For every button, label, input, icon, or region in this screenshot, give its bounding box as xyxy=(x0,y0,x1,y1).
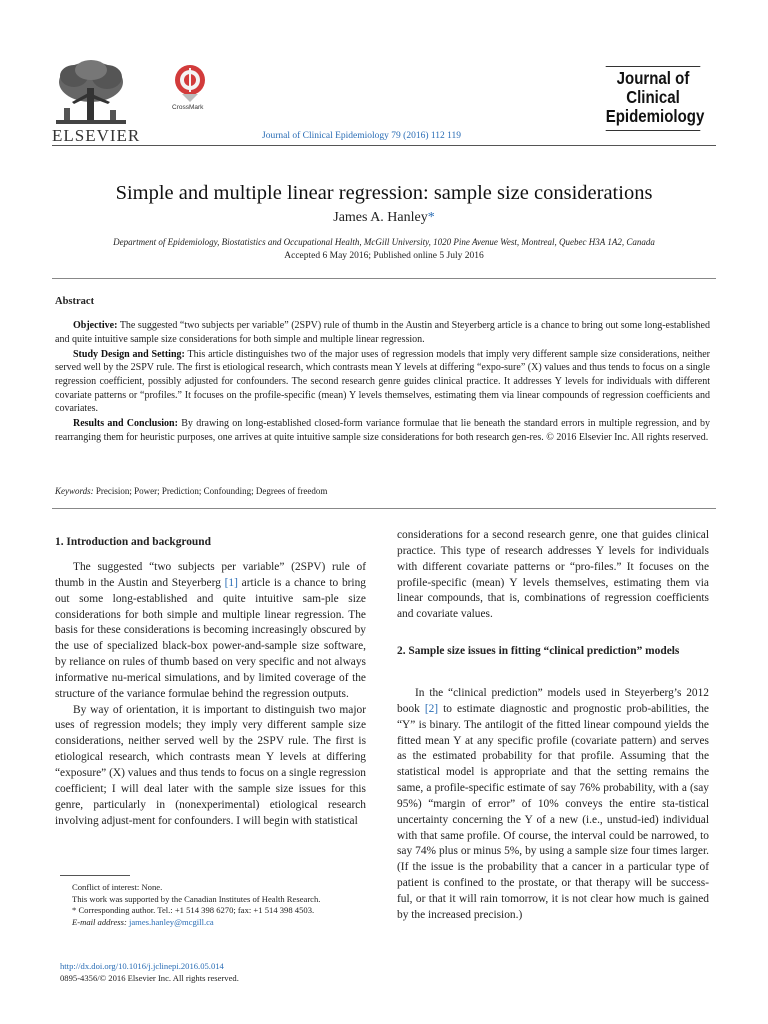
footnote-email xyxy=(60,917,365,929)
article-title: Simple and multiple linear regression: sample size considerations xyxy=(115,182,653,204)
section-1-heading: 1. Introduction and background xyxy=(55,536,211,548)
results-label: Results and Conclusion: xyxy=(73,418,178,430)
reference-link[interactable]: [1] xyxy=(224,576,238,589)
keywords-label: Keywords: xyxy=(55,486,94,496)
design-label: Study Design and Setting: xyxy=(73,348,185,360)
crossmark-icon[interactable] xyxy=(174,64,206,104)
section-1-continuation: considerations for a second research genre, one that guides clinical practice. This type of research addresses Y levels for individuals with different covariate patterns or “pro-files.” It focuses on the profile-specific (mean) Y levels themselves, estimating them via linear compounds, that is, combinations of regression coefficients and covariate values. xyxy=(397,529,709,621)
journal-citation[interactable]: Journal of Clinical Epidemiology 79 (2016) 112 119 xyxy=(262,131,462,141)
author-line xyxy=(52,210,716,226)
footnote-divider xyxy=(60,875,130,876)
reference-link[interactable]: [2] xyxy=(424,702,439,715)
abstract-design xyxy=(55,348,710,416)
section-1-paragraph xyxy=(55,560,366,703)
left-column xyxy=(55,560,366,829)
abstract-heading: Abstract xyxy=(55,296,95,307)
footnote-funding: This work was supported by the Canadian Institutes of Health Research. xyxy=(72,893,321,904)
journal-logo-line: Epidemiology xyxy=(605,106,705,126)
right-column-top xyxy=(397,528,709,623)
keywords-text: Precision; Power; Prediction; Confounding; Degrees of freedom xyxy=(95,486,328,496)
results-text: By drawing on long-established closed-form variance formulae that lie beneath the standard errors in multiple regression, and by rearranging them for heuristic purposes, one arrives at quite intuitive sample size considerations for both research gen-res. © 2016 Elsevier Inc. All rights reserved. xyxy=(55,418,711,443)
elsevier-tree-logo xyxy=(52,58,130,128)
doi-link[interactable]: http://dx.doi.org/10.1016/j.jclinepi.2016.05.014 xyxy=(60,961,224,971)
email-link[interactable]: james.hanley@mcgill.ca xyxy=(128,917,214,928)
affiliation: Department of Epidemiology, Biostatistics and Occupational Health, McGill University, 1020 Pine Avenue West, Montreal, Quebec H3A 1A2, Canada xyxy=(113,237,655,247)
journal-logo xyxy=(605,66,705,131)
publisher-name: ELSEVIER xyxy=(52,126,141,145)
email-label: E-mail address: xyxy=(72,917,127,928)
doi-block xyxy=(60,960,239,984)
footnote-conflict: Conflict of interest: None. xyxy=(72,882,163,892)
journal-logo-line: Clinical xyxy=(626,87,680,107)
section-1-paragraph: By way of orientation, it is important to distinguish two major uses of regression models; they imply very different sample size considerations, neither served well by the 2SPV rule. The first is etiological research, which contrasts mean Y levels at differing “exposure” (X) values and thus tends to focus on a single regression coefficient; I will deal later with the sample size issues for this genre, particularly in (nonexperimental) etiological research involving adjust-ment for confounders. I will begin with statistical xyxy=(55,703,366,827)
keywords xyxy=(55,486,327,496)
abstract-objective xyxy=(55,319,710,346)
objective-text: The suggested “two subjects per variable” (2SPV) rule of thumb in the Austin and Steyerberg article is a chance to bring out some long-established and quite intuitive sample size considerations for both simple and multiple linear regression. xyxy=(55,320,710,345)
paragraph-text: article is a chance to bring out some long-established and quite intuitive sam-ple size considerations for both simple and multiple linear regression. The basis for these considerations is becoming increasingly obscured by the use of specialized black-box power-and-sample size software, by reliance on rules of thumb based on very specific and not always informative nu-merical simulations, and by limited coverage of the structure of the variance formulae behind the regression outputs. xyxy=(55,576,366,700)
footnote-corresponding: * Corresponding author. Tel.: +1 514 398 6270; fax: +1 514 398 4503. xyxy=(72,905,315,916)
abstract-body xyxy=(55,319,710,446)
article-dates: Accepted 6 May 2016; Published online 5 July 2016 xyxy=(284,251,484,261)
abstract-divider xyxy=(52,508,716,509)
corresponding-author-mark[interactable]: * xyxy=(427,210,435,225)
title-divider xyxy=(52,278,716,279)
author-name: James A. Hanley xyxy=(333,210,428,225)
design-text: This article distinguishes two of the major uses of regression models that imply very different sample size considerations, neither served well by the 2SPV rule. The first is etiological research, which contrasts mean Y levels at differing “expo-sure” (X) values and thus tends to focus on a single regression coefficient, possibly adjusted for confounders. The second research genre guides clinical practice. It addresses Y levels for individuals with different covariate patterns or “profiles.” It focuses on the profile-specific (mean) Y levels themselves, estimating them via linear compounds of regression coefficients and covariates. xyxy=(55,348,711,415)
header-divider xyxy=(52,145,716,146)
right-column-bottom xyxy=(397,686,709,924)
paragraph-text: to estimate diagnostic and prognostic prob-abilities, the “Y” is binary. The antilogit of the fitted linear compound yields the fitted mean Y at any specific profile (covariate pattern) and serves as the estimated probability for that profile. Assuming that the statistical model is appropriate and that the setting remains the same, a profile-specific estimate of say 76% probability, with a (say 95%) “margin of error” of 10% conveys the entire sta-tistical uncertainty concerning the Y of a new (i.e., unstud-ied) individual with that same profile. Of course, the interval could be narrowed, to say 74% plus or minus 5%, by using a sample size four times larger. (If the issue is the probability that a cancer in a particular type of patient is confined to the prostate, or that therapy will be success-ful, or that it will rain tomorrow, it is not clear how much is gained by the increased precision.) xyxy=(397,702,709,921)
abstract-results xyxy=(55,417,710,444)
objective-label: Objective: xyxy=(73,320,118,331)
issn-copyright: 0895-4356/© 2016 Elsevier Inc. All rights reserved. xyxy=(60,973,239,983)
journal-logo-line: Journal of xyxy=(616,68,690,88)
footnotes xyxy=(60,882,365,929)
paragraph-text: The suggested “two subjects per variable” (2SPV) rule of thumb in the Austin and Steyerberg xyxy=(55,561,366,589)
crossmark-label: CrossMark xyxy=(172,104,204,111)
section-2-heading: 2. Sample size issues in fitting “clinical prediction” models xyxy=(397,645,680,657)
paragraph-text: In the “clinical prediction” models used in Steyerberg’s 2012 book xyxy=(397,687,709,715)
section-2-paragraph xyxy=(397,686,709,924)
